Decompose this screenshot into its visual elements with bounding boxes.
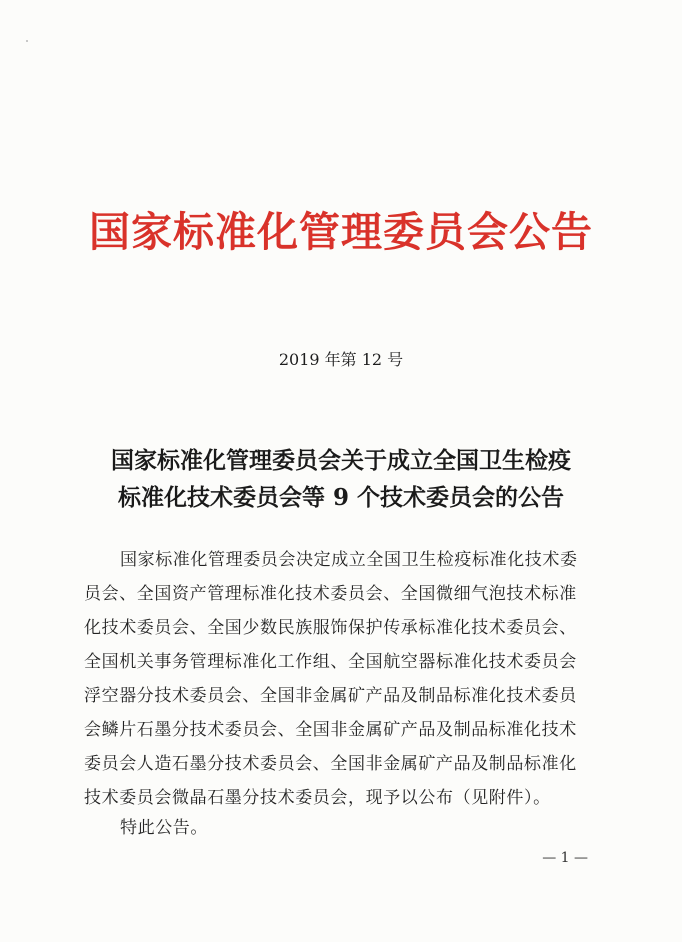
body-line: 技术委员会微晶石墨分技术委员会，现予以公布（见附件）。 <box>84 788 551 808</box>
body-line: 全国机关事务管理标准化工作组、全国航空器标准化技术委员会 <box>84 652 577 672</box>
body-line: 化技术委员会、全国少数民族服饰保护传承标准化技术委员会、 <box>84 618 577 638</box>
paper-speck <box>26 40 28 42</box>
title-line: 标准化技术委员会等 9 个技术委员会的公告 <box>117 484 565 511</box>
body-line: 委员会人造石墨分技术委员会、全国非金属矿产品及制品标准化 <box>84 754 577 774</box>
page-number: — 1 — <box>542 850 588 866</box>
masthead-title: 国家标准化管理委员会公告 <box>89 208 593 256</box>
title-line: 国家标准化管理委员会关于成立全国卫生检疫 <box>111 447 571 474</box>
closing-remark: 特此公告。 <box>120 818 208 838</box>
body-line: 会鳞片石墨分技术委员会、全国非金属矿产品及制品标准化技术 <box>84 720 577 740</box>
announcement-title <box>60 442 622 516</box>
body-paragraph <box>84 543 614 815</box>
document-number: 2019 年第 12 号 <box>278 350 404 369</box>
body-line: 国家标准化管理委员会决定成立全国卫生检疫标准化技术委 <box>120 550 578 570</box>
body-line: 员会、全国资产管理标准化技术委员会、全国微细气泡技术标准 <box>84 584 577 604</box>
body-line: 浮空器分技术委员会、全国非金属矿产品及制品标准化技术委员 <box>84 686 577 706</box>
